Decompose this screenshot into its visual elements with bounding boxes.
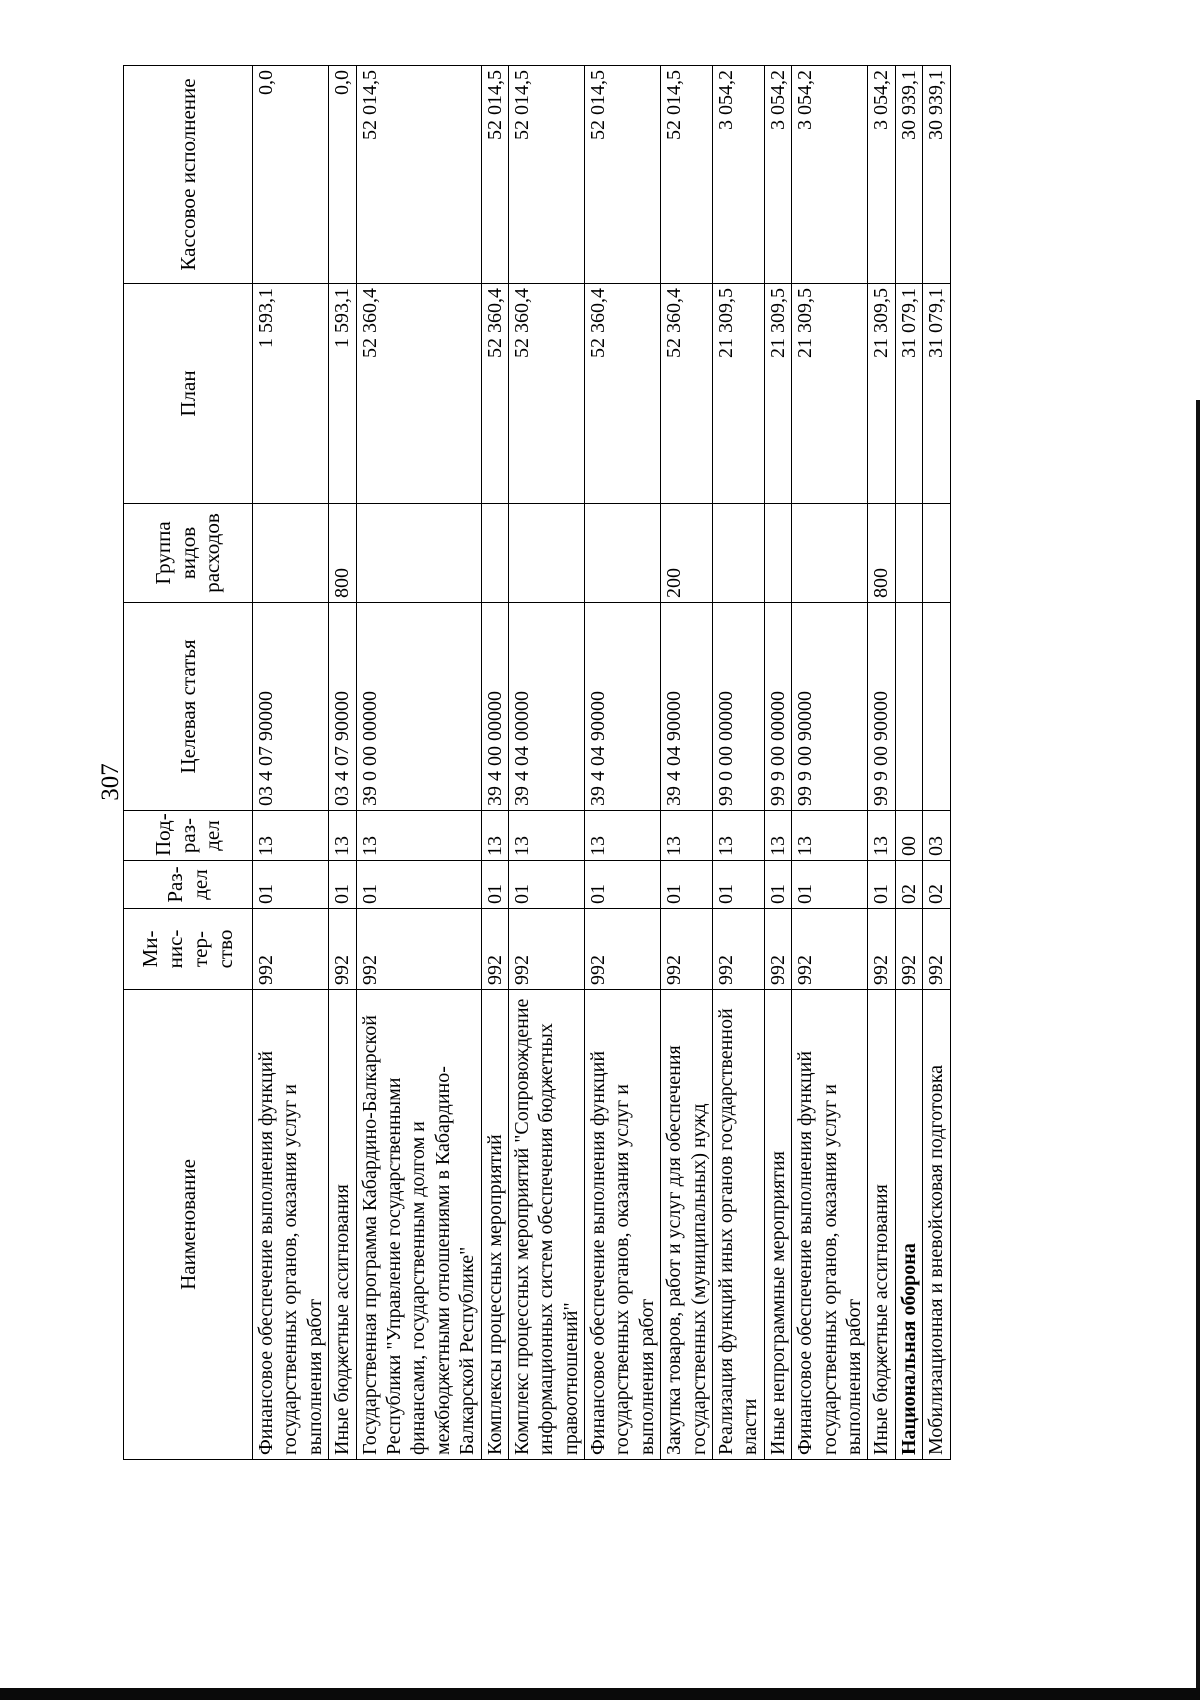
row-target: 03 4 07 90000 bbox=[329, 603, 356, 811]
row-plan: 1 593,1 bbox=[329, 284, 356, 504]
row-name: Закупка товаров, работ и услуг для обеспечения государственных (муниципальных) нужд bbox=[661, 990, 713, 1460]
row-name: Финансовое обеспечение выполнения функций государственных органов, оказания услуг и выполнения работ bbox=[585, 990, 661, 1460]
row-plan: 52 360,4 bbox=[585, 284, 661, 504]
budget-table bbox=[123, 65, 951, 1460]
row-group bbox=[923, 504, 950, 603]
row-subsection: 13 bbox=[253, 811, 329, 861]
row-ministry: 992 bbox=[585, 909, 661, 990]
row-group: 200 bbox=[661, 504, 713, 603]
row-ministry: 992 bbox=[764, 909, 791, 990]
row-name: Мобилизационная и вневойсковая подготовка bbox=[923, 990, 950, 1460]
table-row bbox=[895, 66, 922, 1460]
row-ministry: 992 bbox=[792, 909, 868, 990]
row-target bbox=[923, 603, 950, 811]
row-subsection: 13 bbox=[661, 811, 713, 861]
row-subsection: 13 bbox=[329, 811, 356, 861]
row-execution: 52 014,5 bbox=[585, 66, 661, 284]
row-section: 01 bbox=[661, 861, 713, 909]
row-subsection: 13 bbox=[356, 811, 481, 861]
row-section: 01 bbox=[329, 861, 356, 909]
header-name: Наименование bbox=[124, 990, 253, 1460]
row-name: Иные бюджетные ассигнования bbox=[868, 990, 895, 1460]
header-ministry: Ми-нис-тер-ство bbox=[124, 909, 253, 990]
row-plan: 52 360,4 bbox=[508, 284, 584, 504]
row-section: 01 bbox=[792, 861, 868, 909]
row-ministry: 992 bbox=[356, 909, 481, 990]
row-subsection: 13 bbox=[585, 811, 661, 861]
row-subsection: 13 bbox=[481, 811, 508, 861]
row-section: 01 bbox=[585, 861, 661, 909]
table-header-row bbox=[124, 66, 253, 1460]
row-subsection: 13 bbox=[792, 811, 868, 861]
header-target: Целевая статья bbox=[124, 603, 253, 811]
table-row bbox=[329, 66, 356, 1460]
row-name: Иные бюджетные ассигнования bbox=[329, 990, 356, 1460]
row-plan: 21 309,5 bbox=[868, 284, 895, 504]
row-target: 39 4 04 90000 bbox=[585, 603, 661, 811]
row-subsection: 13 bbox=[713, 811, 765, 861]
row-ministry: 992 bbox=[713, 909, 765, 990]
header-expense-group: Группа видов расходов bbox=[124, 504, 253, 603]
row-ministry: 992 bbox=[661, 909, 713, 990]
table-row bbox=[508, 66, 584, 1460]
table-row bbox=[661, 66, 713, 1460]
header-section: Раз-дел bbox=[124, 861, 253, 909]
row-plan: 21 309,5 bbox=[764, 284, 791, 504]
row-target: 99 0 00 00000 bbox=[713, 603, 765, 811]
row-ministry: 992 bbox=[329, 909, 356, 990]
row-group bbox=[356, 504, 481, 603]
row-execution: 0,0 bbox=[329, 66, 356, 284]
table-row bbox=[713, 66, 765, 1460]
row-ministry: 992 bbox=[508, 909, 584, 990]
row-subsection: 13 bbox=[764, 811, 791, 861]
row-section: 01 bbox=[253, 861, 329, 909]
table-row bbox=[764, 66, 791, 1460]
rotated-table-container bbox=[123, 66, 1129, 1460]
header-execution: Кассовое исполнение bbox=[124, 66, 253, 284]
header-subsection: Под-раз-дел bbox=[124, 811, 253, 861]
row-plan: 1 593,1 bbox=[253, 284, 329, 504]
row-ministry: 992 bbox=[868, 909, 895, 990]
row-execution: 52 014,5 bbox=[481, 66, 508, 284]
row-group bbox=[713, 504, 765, 603]
row-section: 01 bbox=[481, 861, 508, 909]
row-subsection: 13 bbox=[868, 811, 895, 861]
row-section: 01 bbox=[868, 861, 895, 909]
row-plan: 31 079,1 bbox=[895, 284, 922, 504]
row-execution: 0,0 bbox=[253, 66, 329, 284]
row-subsection: 13 bbox=[508, 811, 584, 861]
row-target: 99 9 00 90000 bbox=[792, 603, 868, 811]
table-body bbox=[253, 66, 951, 1460]
row-group: 800 bbox=[329, 504, 356, 603]
row-section: 02 bbox=[923, 861, 950, 909]
row-ministry: 992 bbox=[895, 909, 922, 990]
row-section: 01 bbox=[764, 861, 791, 909]
row-name: Комплексы процессных мероприятий bbox=[481, 990, 508, 1460]
table-row bbox=[585, 66, 661, 1460]
table-row bbox=[481, 66, 508, 1460]
row-plan: 21 309,5 bbox=[792, 284, 868, 504]
row-execution: 30 939,1 bbox=[923, 66, 950, 284]
table-row bbox=[868, 66, 895, 1460]
row-name: Комплекс процессных мероприятий "Сопровождение информационных систем обеспечения бюджетных правоотношений" bbox=[508, 990, 584, 1460]
row-section: 02 bbox=[895, 861, 922, 909]
row-subsection: 00 bbox=[895, 811, 922, 861]
row-execution: 30 939,1 bbox=[895, 66, 922, 284]
row-target: 03 4 07 90000 bbox=[253, 603, 329, 811]
row-execution: 52 014,5 bbox=[661, 66, 713, 284]
row-execution: 3 054,2 bbox=[764, 66, 791, 284]
row-section: 01 bbox=[713, 861, 765, 909]
row-ministry: 992 bbox=[253, 909, 329, 990]
row-plan: 52 360,4 bbox=[356, 284, 481, 504]
row-ministry: 992 bbox=[923, 909, 950, 990]
scan-edge-bottom bbox=[0, 1688, 1200, 1700]
row-name: Финансовое обеспечение выполнения функций государственных органов, оказания услуг и выполнения работ bbox=[253, 990, 329, 1460]
row-group bbox=[764, 504, 791, 603]
row-target: 39 4 00 00000 bbox=[481, 603, 508, 811]
table-row bbox=[253, 66, 329, 1460]
row-plan: 21 309,5 bbox=[713, 284, 765, 504]
row-plan: 31 079,1 bbox=[923, 284, 950, 504]
table-row bbox=[356, 66, 481, 1460]
row-target bbox=[895, 603, 922, 811]
row-target: 39 4 04 00000 bbox=[508, 603, 584, 811]
row-plan: 52 360,4 bbox=[661, 284, 713, 504]
scan-edge-right bbox=[1196, 400, 1200, 1690]
row-section: 01 bbox=[508, 861, 584, 909]
row-name: Реализация функций иных органов государственной власти bbox=[713, 990, 765, 1460]
row-group bbox=[792, 504, 868, 603]
row-target: 99 9 00 90000 bbox=[868, 603, 895, 811]
row-plan: 52 360,4 bbox=[481, 284, 508, 504]
table-row bbox=[792, 66, 868, 1460]
row-ministry: 992 bbox=[481, 909, 508, 990]
row-target: 39 0 00 00000 bbox=[356, 603, 481, 811]
row-subsection: 03 bbox=[923, 811, 950, 861]
header-plan: План bbox=[124, 284, 253, 504]
row-group bbox=[508, 504, 584, 603]
row-execution: 3 054,2 bbox=[792, 66, 868, 284]
row-execution: 52 014,5 bbox=[508, 66, 584, 284]
row-execution: 52 014,5 bbox=[356, 66, 481, 284]
row-section: 01 bbox=[356, 861, 481, 909]
row-group bbox=[895, 504, 922, 603]
row-name: Государственная программа Кабардино-Балкарской Республики "Управление государственными финансами, государственным долгом и межбюджетными отношениями в Кабардино-Балкарской Республике" bbox=[356, 990, 481, 1460]
page-number: 307 bbox=[97, 763, 124, 801]
row-execution: 3 054,2 bbox=[713, 66, 765, 284]
row-target: 99 9 00 00000 bbox=[764, 603, 791, 811]
row-group bbox=[253, 504, 329, 603]
row-execution: 3 054,2 bbox=[868, 66, 895, 284]
table-row bbox=[923, 66, 950, 1460]
row-name: Иные непрограммные мероприятия bbox=[764, 990, 791, 1460]
row-target: 39 4 04 90000 bbox=[661, 603, 713, 811]
row-name: Национальная оборона bbox=[895, 990, 922, 1460]
row-group bbox=[481, 504, 508, 603]
row-name: Финансовое обеспечение выполнения функций государственных органов, оказания услуг и выполнения работ bbox=[792, 990, 868, 1460]
row-group bbox=[585, 504, 661, 603]
row-group: 800 bbox=[868, 504, 895, 603]
